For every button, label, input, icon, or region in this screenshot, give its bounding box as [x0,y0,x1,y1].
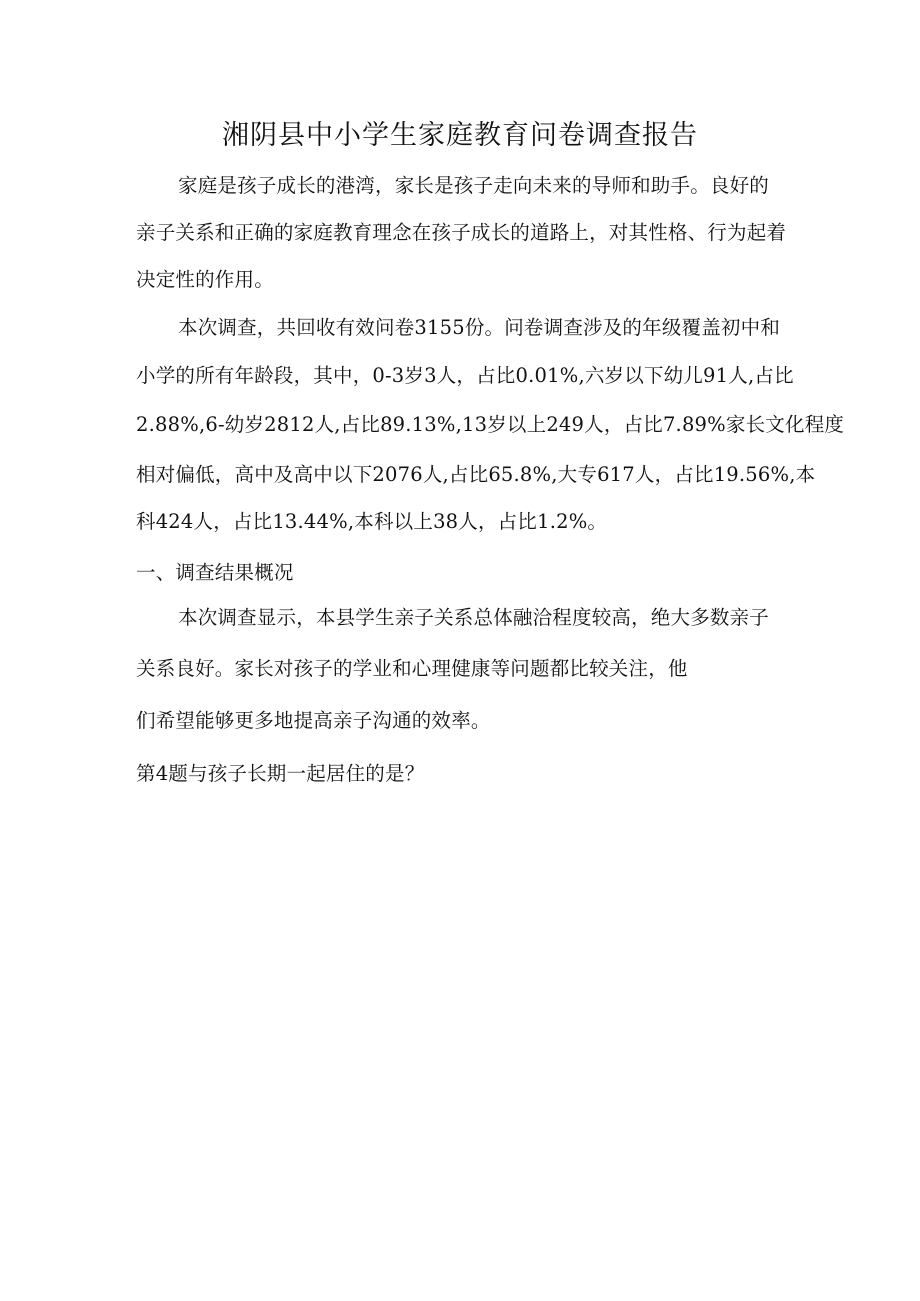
section-1-heading: 一、调查结果概况 [136,561,294,584]
paragraph-3-line-1: 本次调查显示，本县学生亲子关系总体融洽程度较高，绝大多数亲子 [178,606,770,629]
paragraph-2-line-4: 相对偏低，高中及高中以下2076人,占比65.8%,大专617人，占比19.56%,本 [136,463,816,486]
paragraph-2-line-5: 科424人，占比13.44%,本科以上38人，占比1.2%。 [136,510,608,533]
paragraph-3-line-2: 关系良好。家长对孩子的学业和心理健康等问题都比较关注，他 [136,657,688,680]
paragraph-2-line-3: 2.88%,6-幼岁2812人,占比89.13%,13岁以上249人，占比7.89%家长文化程度 [136,413,845,436]
paragraph-2-line-2: 小学的所有年龄段，其中，0-3岁3人，占比0.01%,六岁以下幼儿91人,占比 [136,364,794,387]
question-4-text: 第4题与孩子长期一起居住的是？ [136,762,425,785]
document-title: 湘阴县中小学生家庭教育问卷调查报告 [222,120,698,151]
paragraph-1-line-3: 决定性的作用。 [136,268,274,291]
paragraph-1-line-1: 家庭是孩子成长的港湾，家长是孩子走向未来的导师和助手。良好的 [178,174,770,197]
paragraph-1-line-2: 亲子关系和正确的家庭教育理念在孩子成长的道路上，对其性格、行为起着 [136,221,787,244]
paragraph-2-line-1: 本次调查，共回收有效问卷3155份。问卷调查涉及的年级覆盖初中和 [178,316,781,339]
paragraph-3-line-3: 们希望能够更多地提高亲子沟通的效率。 [136,709,491,732]
